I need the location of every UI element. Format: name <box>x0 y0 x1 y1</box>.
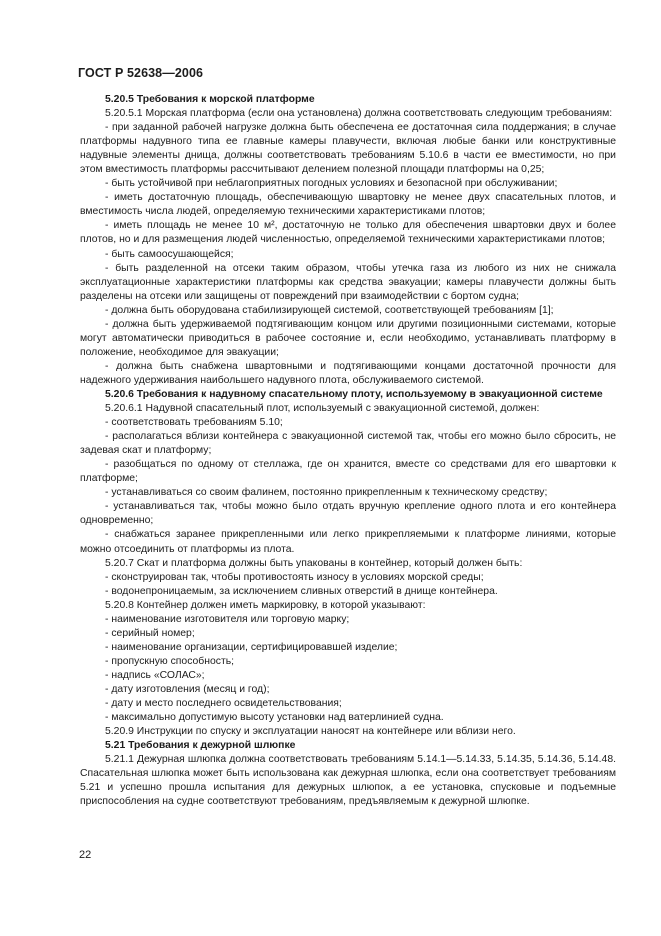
paragraph: - при заданной рабочей нагрузке должна быть обеспечена ее достаточная сила поддержания; в случае платформы надувного типа ее главные камеры плавучести, включая любые банки или конструктивные надувные элементы днища, должны соответствовать требованиям 5.10.6 в части ее вместимости, но при этом вместимость платформы рассчитывают делением полезной площади платформы на 0,25; <box>80 122 616 176</box>
paragraph: - максимально допустимую высоту установки над ватерлинией судна. <box>105 712 444 724</box>
paragraph: - быть самоосушающейся; <box>105 248 234 260</box>
document-header: ГОСТ Р 52638—2006 <box>78 66 204 80</box>
paragraph: - должна быть оборудована стабилизирующей системой, соответствующей требованиям [1]; <box>105 304 554 316</box>
section-heading: 5.21 Требования к дежурной шлюпке <box>105 740 296 752</box>
paragraph: - быть устойчивой при неблагоприятных погодных условиях и безопасной при обслуживании; <box>105 178 558 190</box>
paragraph: - серийный номер; <box>105 627 195 639</box>
section-heading: 5.20.5 Требования к морской платформе <box>105 94 315 105</box>
paragraph: 5.20.5.1 Морская платформа (если она установлена) должна соответствовать следующим требованиям: <box>105 108 613 120</box>
section-heading: 5.20.6 Требования к надувному спасательному плоту, используемому в эвакуационной системе <box>105 388 603 400</box>
paragraph: 5.20.9 Инструкции по спуску и эксплуатации наносят на контейнере или вблизи него. <box>105 726 516 738</box>
paragraph: - иметь площадь не менее 10 м², достаточную не только для обеспечения швартовки двух и более плотов, но и для размещения людей численностью, определяемой техническими характеристиками плотов; <box>80 220 616 246</box>
paragraph: - снабжаться заранее прикрепленными или легко прикрепляемыми к платформе линиями, которые можно отсоединить от платформы из плота. <box>80 529 616 555</box>
paragraph: 5.20.7 Скат и платформа должны быть упакованы в контейнер, который должен быть: <box>105 557 523 569</box>
page-number: 22 <box>79 849 92 861</box>
paragraph: - соответствовать требованиям 5.10; <box>105 417 283 429</box>
paragraph: - должна быть удерживаемой подтягивающим концом или другими позиционными системами, которые могут автоматически приводиться в рабочее состояние и, если необходимо, устанавливать платформу в положение, необходимое для эвакуации; <box>80 318 616 358</box>
document-body <box>80 93 616 809</box>
paragraph: - устанавливаться со своим фалинем, постоянно прикрепленным к техническому средству; <box>105 487 548 499</box>
paragraph: 5.20.8 Контейнер должен иметь маркировку, в которой указывают: <box>105 599 426 611</box>
paragraph: - надпись «СОЛАС»; <box>105 669 205 681</box>
paragraph: - наименование организации, сертифицировавшей изделие; <box>105 641 398 653</box>
paragraph: - сконструирован так, чтобы противостоять износу в условиях морской среды; <box>105 571 484 583</box>
paragraph: 5.21.1 Дежурная шлюпка должна соответствовать требованиям 5.14.1—5.14.33, 5.14.35, 5.14.36, 5.14.48. Спасательная шлюпка может быть использована как дежурная шлюпка, если она соответствует требованиям 5.21 и успешно прошла испытания для дежурных шлюпок, а ее установка, спусковые и подъемные приспособления на судне соответствуют требованиям, предъявляемым к дежурной шлюпке. <box>80 754 616 808</box>
paragraph: 5.20.6.1 Надувной спасательный плот, используемый с эвакуационной системой, должен: <box>105 403 540 415</box>
paragraph: - пропускную способность; <box>105 655 235 667</box>
paragraph: - наименование изготовителя или торговую марку; <box>105 613 350 625</box>
paragraph: - дату изготовления (месяц и год); <box>105 683 270 695</box>
paragraph: - должна быть снабжена швартовными и подтягивающими концами достаточной прочности для надежного удерживания наибольшего надувного плота, обслуживаемого системой. <box>80 360 616 386</box>
paragraph: - располагаться вблизи контейнера с эвакуационной системой так, чтобы его можно было сбросить, не задевая скат и платформу; <box>80 431 616 457</box>
paragraph: - быть разделенной на отсеки таким образом, чтобы утечка газа из любого из них не снижала эксплуатационные характеристики платформы как средства эвакуации; камеры плавучести должны быть разделены на отсеки или защищены от повреждений при взаимодействии с бортом судна; <box>80 262 616 302</box>
paragraph: - разобщаться по одному от стеллажа, где он хранится, вместе со средствами для его швартовки к платформе; <box>80 459 616 485</box>
paragraph: - устанавливаться так, чтобы можно было отдать вручную крепление одного плота и его контейнера одновременно; <box>80 501 616 527</box>
paragraph: - дату и место последнего освидетельствования; <box>105 698 342 710</box>
paragraph: - водонепроницаемым, за исключением сливных отверстий в днище контейнера. <box>105 585 498 597</box>
paragraph: - иметь достаточную площадь, обеспечивающую швартовку не менее двух спасательных плотов, и вместимость числа людей, определяемую техническими характеристиками плотов; <box>80 192 616 218</box>
